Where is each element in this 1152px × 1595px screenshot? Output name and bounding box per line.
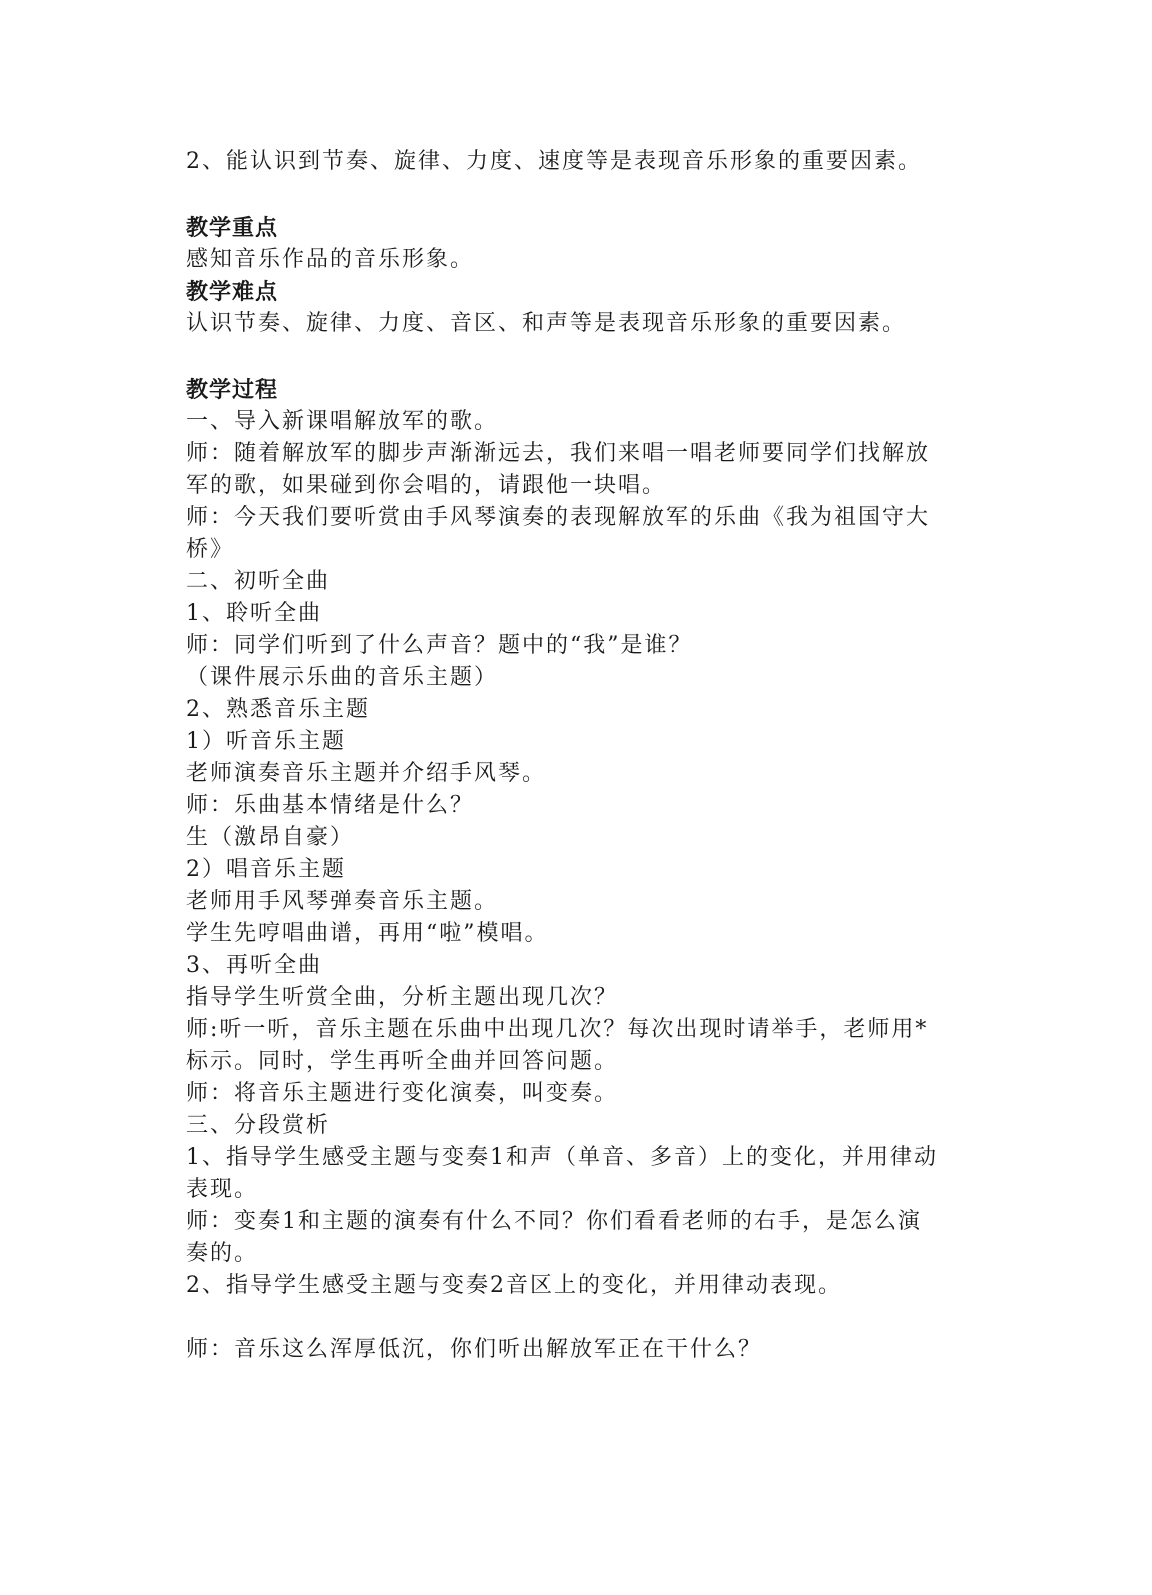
process-line: 师：随着解放军的脚步声渐渐远去，我们来唱一唱老师要同学们找解放 <box>186 441 931 466</box>
process-line: 师：变奏1和主题的演奏有什么不同？你们看看老师的右手，是怎么演 <box>186 1209 922 1234</box>
process-line: 生（激昂自豪） <box>186 825 355 850</box>
process-line: 2、熟悉音乐主题 <box>186 697 370 722</box>
key-point-text: 感知音乐作品的音乐形象。 <box>186 247 475 272</box>
process-line: 2）唱音乐主题 <box>186 857 346 882</box>
process-line: 师：将音乐主题进行变化演奏，叫变奏。 <box>186 1081 619 1106</box>
final-line: 师：音乐这么浑厚低沉，你们听出解放军正在干什么？ <box>186 1337 763 1362</box>
process-line: 师:听一听，音乐主题在乐曲中出现几次？每次出现时请举手，老师用* <box>186 1017 929 1042</box>
process-line: 二、初听全曲 <box>186 569 331 594</box>
difficulty-text: 认识节奏、旋律、力度、音区、和声等是表现音乐形象的重要因素。 <box>186 311 907 336</box>
process-line: 指导学生听赏全曲，分析主题出现几次？ <box>186 985 619 1010</box>
process-line: 师：今天我们要听赏由手风琴演奏的表现解放军的乐曲《我为祖国守大 <box>186 505 931 530</box>
objective-2: 2、能认识到节奏、旋律、力度、速度等是表现音乐形象的重要因素。 <box>186 149 922 174</box>
process-line: 师：乐曲基本情绪是什么？ <box>186 793 475 818</box>
process-line: 师：同学们听到了什么声音？题中的“我”是谁？ <box>186 633 693 658</box>
process-line: 老师演奏音乐主题并介绍手风琴。 <box>186 761 547 786</box>
process-line: 表现。 <box>186 1177 259 1202</box>
process-line: 标示。同时，学生再听全曲并回答问题。 <box>186 1049 619 1074</box>
process-line: 1、聆听全曲 <box>186 601 322 626</box>
process-line: 军的歌，如果碰到你会唱的，请跟他一块唱。 <box>186 473 667 498</box>
process-heading: 教学过程 <box>186 377 279 403</box>
process-line: 老师用手风琴弹奏音乐主题。 <box>186 889 499 914</box>
difficulty-heading: 教学难点 <box>186 279 279 305</box>
process-line: 1）听音乐主题 <box>186 729 346 754</box>
key-point-heading: 教学重点 <box>186 215 279 241</box>
process-line: 一、导入新课唱解放军的歌。 <box>186 409 499 434</box>
process-line: 3、再听全曲 <box>186 953 322 978</box>
process-line: 桥》 <box>186 537 235 562</box>
document-body <box>186 146 966 1366</box>
process-line: 奏的。 <box>186 1241 259 1266</box>
process-line: 2、指导学生感受主题与变奏2音区上的变化，并用律动表现。 <box>186 1273 842 1298</box>
process-line: （课件展示乐曲的音乐主题） <box>186 665 499 690</box>
process-line: 学生先哼唱曲谱，再用“啦”模唱。 <box>186 921 549 946</box>
process-line: 三、分段赏析 <box>186 1113 331 1138</box>
process-lines <box>186 406 966 1302</box>
process-line: 1、指导学生感受主题与变奏1和声（单音、多音）上的变化，并用律动 <box>186 1145 938 1170</box>
